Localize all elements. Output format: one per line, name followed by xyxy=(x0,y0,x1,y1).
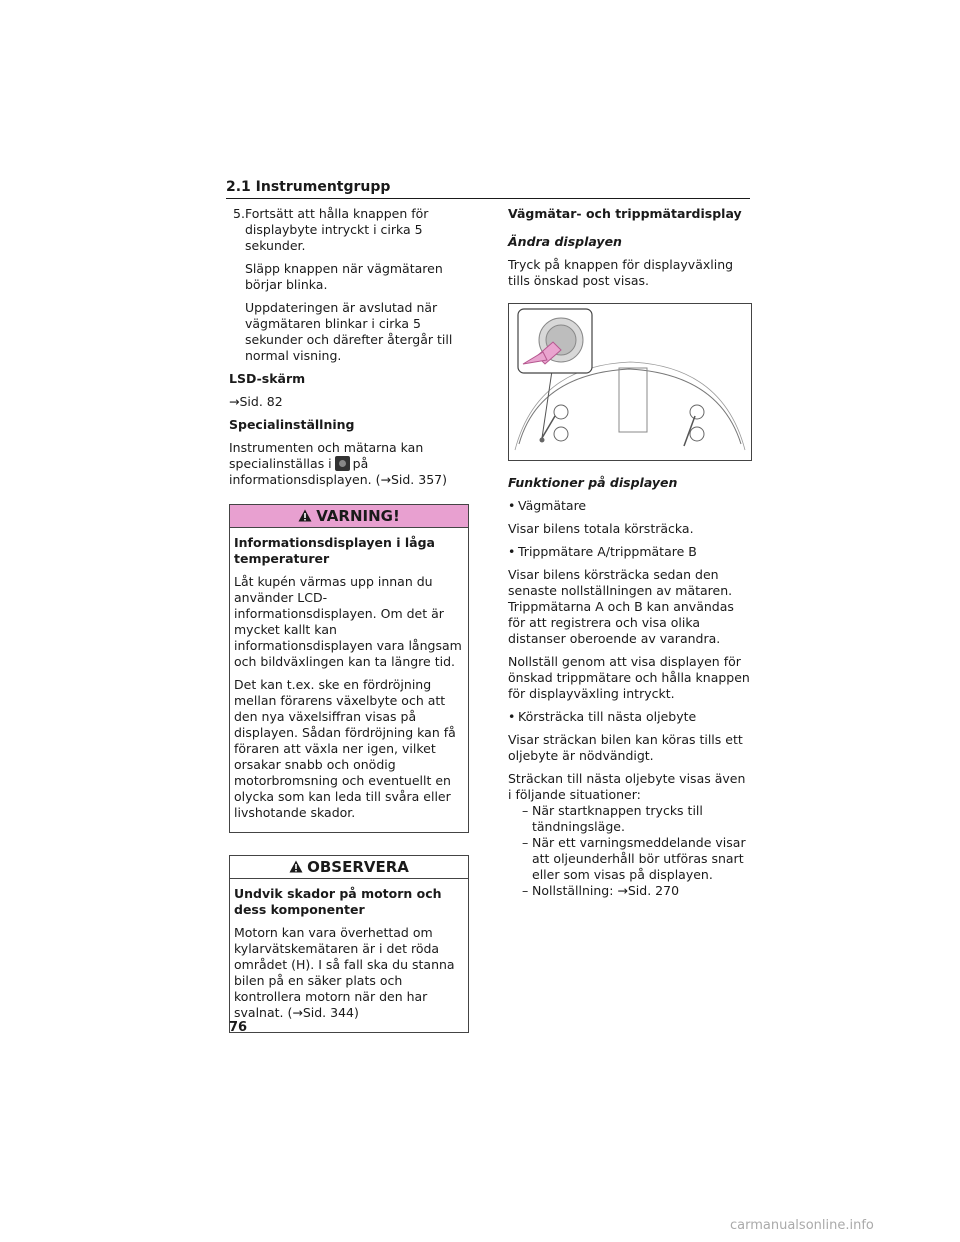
notice-label: OBSERVERA xyxy=(307,858,409,876)
dash-item-text: När ett varningsmeddelande visar att oljeunderhåll bör utföras snart eller som visas på displayen. xyxy=(532,835,746,882)
settings-gear-icon xyxy=(335,456,350,471)
warning-title: Informationsdisplayen i låga temperaturer xyxy=(234,535,435,566)
step-5-text-2: Släpp knappen när vägmätaren börjar blinka. xyxy=(245,261,443,292)
bullet-tripmeter: • Trippmätare A/trippmätare B xyxy=(508,544,752,560)
dash-item-text: När startknappen trycks till tändningsläge. xyxy=(532,803,703,834)
watermark: carmanualsonline.info xyxy=(730,1218,874,1233)
warning-paragraph-2: Det kan t.ex. ske en fördröjning mellan förarens växelbyte och att den nya växelsiffran visas på displayen. Sådan fördröjning kan få föraren att växla ner igen, vilket orsakar snabb och onödig motorbromsning och eventuellt en olycka som kan leda till svåra eller livshotande skador. xyxy=(234,677,456,820)
section-header: 2.1 Instrumentgrupp xyxy=(226,178,750,199)
notice-body xyxy=(230,879,468,1032)
special-text-b: på informationsdisplayen. (→Sid. 357) xyxy=(229,456,447,487)
tripmeter-reset-text: Nollställ genom att visa displayen för önskad trippmätare och hålla knappen för displayväxling intryckt. xyxy=(508,654,750,701)
warning-header xyxy=(230,505,468,528)
left-column xyxy=(229,206,469,1033)
dash-item-text: Nollställning: →Sid. 270 xyxy=(532,883,680,898)
warning-triangle-icon xyxy=(298,509,312,522)
odometer-text: Visar bilens totala körsträcka. xyxy=(508,521,694,536)
warning-label: VARNING! xyxy=(316,507,400,525)
bullet-odometer: • Vägmätare xyxy=(508,498,752,514)
step-5-text-1: Fortsätt att hålla knappen för displaybyte intryckt i cirka 5 sekunder. xyxy=(245,206,429,253)
step-5-text-3: Uppdateringen är avslutad när vägmätaren blinkar i cirka 5 sekunder och därefter återgår till normal visning. xyxy=(245,300,453,363)
notice-paragraph-1: Motorn kan vara överhettad om kylarvätskemätaren är i det röda området (H). I så fall ska du stanna bilen på en säker plats och kontrollera motorn när den har svalnat. (→Sid. 344) xyxy=(234,925,455,1020)
dash-item: – När ett varningsmeddelande visar att oljeunderhåll bör utföras snart eller som visas på displayen. xyxy=(522,835,746,882)
notice-triangle-icon xyxy=(289,860,303,873)
right-column xyxy=(508,206,752,899)
notice-box xyxy=(229,855,469,1033)
lsd-title: LSD-skärm xyxy=(229,371,306,386)
special-text-a: Instrumenten och mätarna kan specialinställas i xyxy=(229,440,424,471)
bullet-oil-change: • Körsträcka till nästa oljebyte xyxy=(508,709,752,725)
notice-header xyxy=(230,856,468,879)
lsd-page-ref: →Sid. 82 xyxy=(229,394,283,409)
warning-body xyxy=(230,528,468,832)
oil-change-situations-text: Sträckan till nästa oljebyte visas även i följande situationer: xyxy=(508,771,746,802)
special-text xyxy=(229,440,469,488)
dash-item: – När startknappen trycks till tändningsläge. xyxy=(522,803,703,834)
warning-paragraph-1: Låt kupén värmas upp innan du använder LCD-informationsdisplayen. Om det är mycket kallt kan informationsdisplayen vara långsam och bildväxlingen kan ta längre tid. xyxy=(234,574,462,669)
dash-item: – Nollställning: →Sid. 270 xyxy=(522,883,680,898)
tripmeter-text: Visar bilens körsträcka sedan den senaste nollställningen av mätaren. Trippmätarna A och B kan användas för att registrera och visa olika distanser oberoende av varandra. xyxy=(508,567,734,646)
change-display-text: Tryck på knappen för displayväxling tills önskad post visas. xyxy=(508,257,734,288)
step-number: 5. xyxy=(233,206,245,221)
step-5 xyxy=(229,206,469,364)
special-title: Specialinställning xyxy=(229,417,355,432)
odometer-section-title: Vägmätar- och trippmätardisplay xyxy=(508,206,742,221)
oil-change-text: Visar sträckan bilen kan köras tills ett oljebyte är nödvändigt. xyxy=(508,732,743,763)
functions-subtitle: Funktioner på displayen xyxy=(508,475,678,490)
notice-title: Undvik skador på motorn och dess komponenter xyxy=(234,886,442,917)
page-number: 76 xyxy=(229,1020,248,1035)
instrument-cluster-illustration xyxy=(509,304,751,460)
change-display-subtitle: Ändra displayen xyxy=(508,234,622,249)
warning-box xyxy=(229,504,469,833)
instrument-cluster-figure xyxy=(508,303,752,461)
